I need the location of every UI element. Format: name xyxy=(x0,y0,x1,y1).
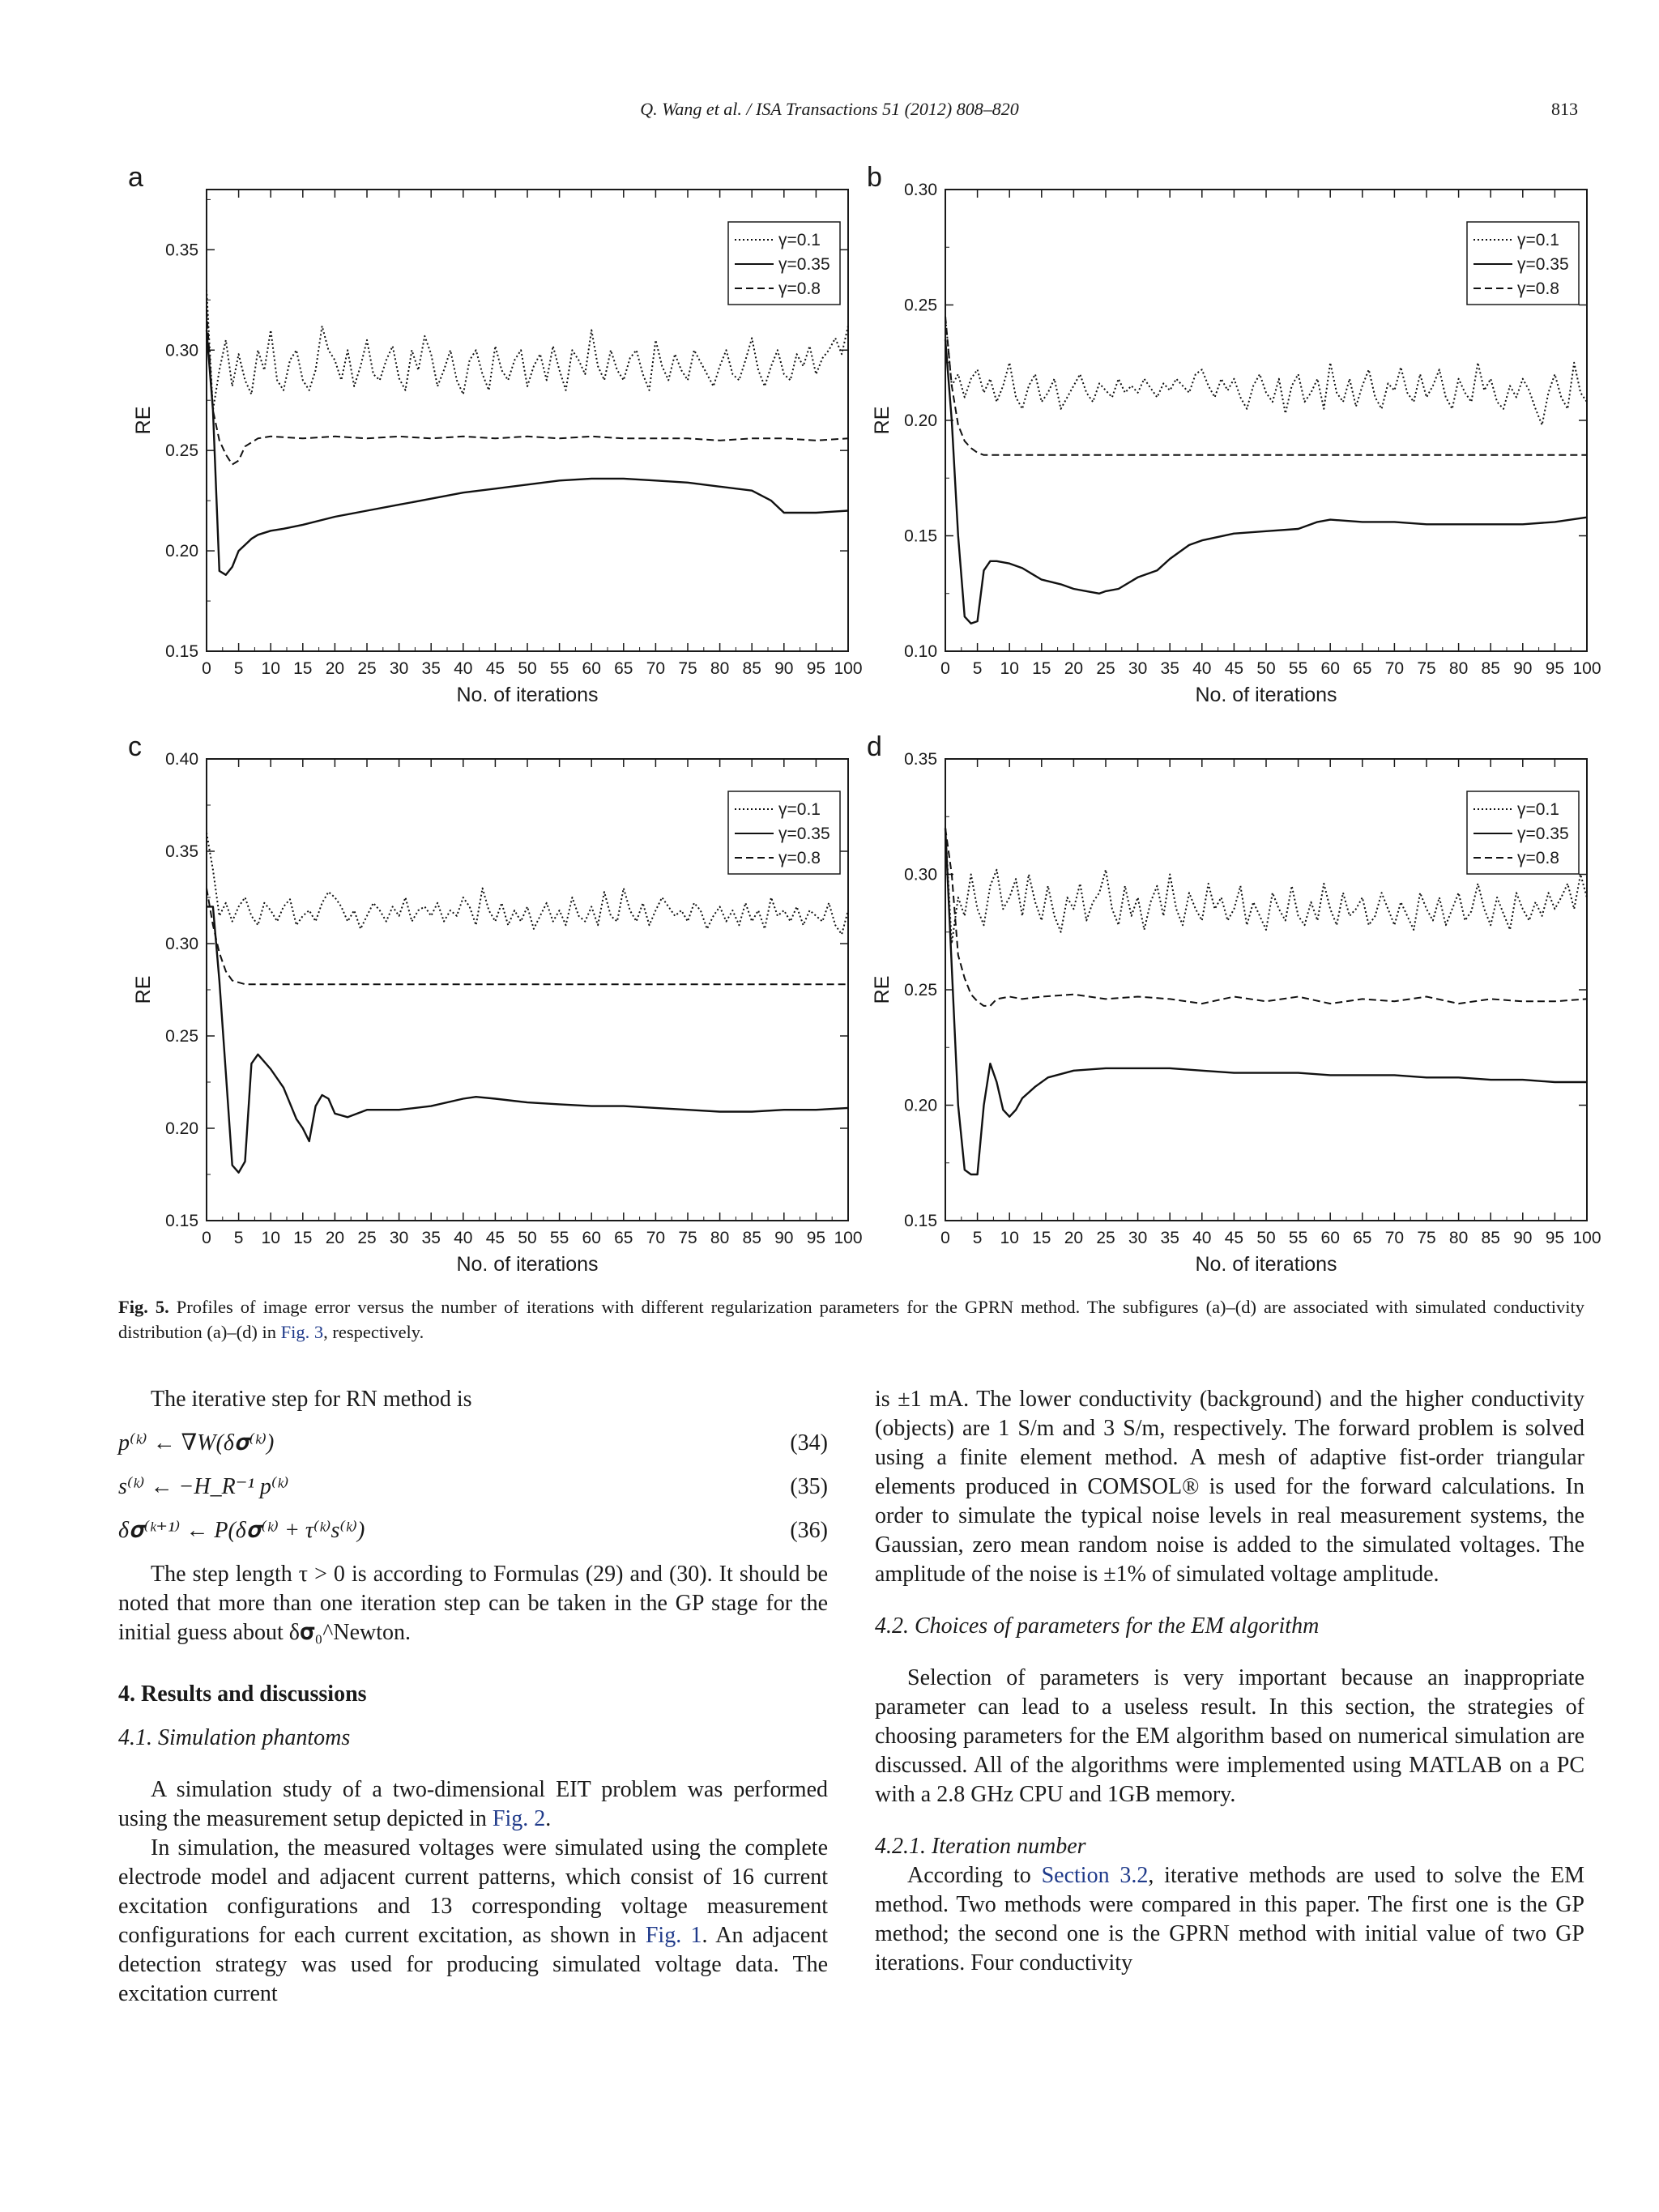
x-tick-label: 50 xyxy=(518,659,537,678)
legend-entry: γ=0.1 xyxy=(1517,231,1559,249)
x-tick-label: 70 xyxy=(646,1229,666,1247)
x-tick-label: 80 xyxy=(1448,659,1469,678)
y-tick-label: 0.30 xyxy=(904,181,937,199)
x-tick-label: 50 xyxy=(1256,659,1276,678)
series-line-solid xyxy=(207,330,848,575)
rn-intro: The iterative step for RN method is xyxy=(151,1387,472,1412)
x-tick-label: 85 xyxy=(742,1229,761,1247)
x-tick-label: 5 xyxy=(233,1229,244,1247)
iteration-paragraph xyxy=(875,1861,1584,1978)
y-tick-label: 0.20 xyxy=(904,1096,937,1115)
caption-end: , respectively. xyxy=(323,1322,424,1342)
legend xyxy=(1467,222,1579,305)
y-tick-label: 0.40 xyxy=(165,750,198,769)
y-tick-label: 0.20 xyxy=(904,411,937,430)
x-tick-label: 5 xyxy=(972,659,983,678)
x-tick-label: 30 xyxy=(389,1229,409,1247)
equation-34-body: p⁽ᵏ⁾ ← ∇W(δ𝛔⁽ᵏ⁾) xyxy=(118,1430,275,1455)
series-line-dashed xyxy=(207,310,848,465)
x-tick-label: 25 xyxy=(357,1229,377,1247)
x-tick-label: 85 xyxy=(1481,659,1500,678)
x-tick-label: 85 xyxy=(742,659,761,678)
x-tick-label: 35 xyxy=(1160,1229,1179,1247)
x-tick-label: 65 xyxy=(1353,1229,1372,1247)
x-tick-label: 65 xyxy=(614,1229,633,1247)
y-axis-label: RE xyxy=(132,406,155,435)
x-tick-label: 15 xyxy=(293,1229,313,1247)
x-tick-label: 75 xyxy=(678,659,697,678)
x-tick-label: 20 xyxy=(1064,1229,1084,1247)
simulation-paragraph-2-end: . An adjacent detection strategy was used for producing simulated voltage data. The excitation current xyxy=(118,1923,828,2006)
panel-label: b xyxy=(867,162,882,193)
legend-entry: γ=0.1 xyxy=(778,800,821,819)
series-line-dotted xyxy=(207,290,848,411)
x-tick-label: 40 xyxy=(1192,659,1212,678)
running-head-citation: Q. Wang et al. / ISA Transactions 51 (2012) 808–820 xyxy=(640,99,1019,119)
x-tick-label: 25 xyxy=(1096,1229,1115,1247)
x-tick-label: 45 xyxy=(485,1229,505,1247)
x-tick-label: 25 xyxy=(357,659,377,678)
x-axis-label: No. of iterations xyxy=(1195,1253,1337,1276)
x-tick-label: 40 xyxy=(454,659,473,678)
x-tick-label: 15 xyxy=(1032,1229,1051,1247)
x-tick-label: 75 xyxy=(1417,1229,1436,1247)
x-tick-label: 90 xyxy=(774,1229,794,1247)
x-tick-label: 45 xyxy=(485,659,505,678)
x-tick-label: 0 xyxy=(202,659,211,678)
section-4-2-1-heading: 4.2.1. Iteration number xyxy=(875,1834,1086,1859)
y-axis-label: RE xyxy=(871,406,893,435)
panel-label: a xyxy=(128,162,143,193)
page-number: 813 xyxy=(1551,99,1578,119)
x-tick-label: 60 xyxy=(582,1229,601,1247)
panel-label: c xyxy=(128,731,142,762)
caption-fig3-link[interactable]: Fig. 3 xyxy=(280,1322,324,1342)
x-tick-label: 80 xyxy=(1448,1229,1469,1247)
step-length-paragraph: The step length τ > 0 is according to Formulas (29) and (30). It should be noted that more than one iteration step can be taken in the GP stage for the initial guess about δ𝛔₀^Newton. xyxy=(118,1562,828,1645)
figure-caption xyxy=(118,1294,1584,1345)
legend-entry: γ=0.1 xyxy=(1517,800,1559,819)
x-tick-label: 0 xyxy=(940,1229,950,1247)
plot-a xyxy=(123,162,863,731)
x-tick-label: 55 xyxy=(1288,1229,1308,1247)
legend-entry: γ=0.35 xyxy=(778,825,830,843)
series-line-solid xyxy=(945,829,1587,1175)
x-tick-label: 75 xyxy=(1417,659,1436,678)
x-tick-label: 35 xyxy=(421,1229,441,1247)
x-tick-label: 5 xyxy=(233,659,244,678)
equation-34-number: (34) xyxy=(790,1430,828,1455)
x-tick-label: 60 xyxy=(1320,1229,1340,1247)
legend-entry: γ=0.1 xyxy=(778,231,821,249)
y-tick-label: 0.10 xyxy=(904,642,937,661)
right-column xyxy=(875,1385,1584,1978)
section-3-2-link[interactable]: Section 3.2 xyxy=(1041,1863,1149,1888)
iteration-paragraph-end: , iterative methods are used to solve the EM method. Two methods were compared in this paper. The first one is the GP method; the second one is the GPRN method with initial value of two GP iterations. Four conductivity xyxy=(875,1863,1584,1975)
plot-c xyxy=(123,731,863,1300)
series-line-solid xyxy=(945,339,1587,624)
equation-35-number: (35) xyxy=(790,1474,828,1499)
x-tick-label: 10 xyxy=(1000,1229,1019,1247)
equation-35 xyxy=(118,1473,828,1502)
series-line-solid xyxy=(207,906,848,1172)
section-4-heading: 4. Results and discussions xyxy=(118,1681,367,1707)
y-tick-label: 0.30 xyxy=(165,341,198,360)
parameter-paragraph: Selection of parameters is very important because an inappropriate parameter can lead to a useless result. In this section, the strategies of choosing parameters for the EM algorithm based on numerical simulation are discussed. All of the algorithms were implemented using MATLAB on a PC with a 2.8 GHz CPU and 1GB memory. xyxy=(875,1665,1584,1807)
fig2-link[interactable]: Fig. 2 xyxy=(492,1806,546,1831)
x-tick-label: 85 xyxy=(1481,1229,1500,1247)
y-tick-label: 0.15 xyxy=(165,642,198,661)
x-tick-label: 95 xyxy=(1545,659,1565,678)
x-tick-label: 10 xyxy=(261,1229,280,1247)
y-tick-label: 0.15 xyxy=(904,1212,937,1230)
y-tick-label: 0.35 xyxy=(165,241,198,260)
x-tick-label: 10 xyxy=(261,659,280,678)
legend xyxy=(728,222,840,305)
caption-text: Profiles of image error versus the number of iterations with different regularization parameters for the GPRN method. The subfigures (a)–(d) are associated with simulated conductivity distribution (a)–(d) in xyxy=(118,1297,1585,1342)
series-line-dashed xyxy=(207,889,848,985)
y-tick-label: 0.20 xyxy=(165,542,198,561)
x-tick-label: 20 xyxy=(1064,659,1084,678)
x-tick-label: 60 xyxy=(1320,659,1340,678)
x-tick-label: 65 xyxy=(1353,659,1372,678)
running-head xyxy=(0,99,1659,128)
simulation-paragraph-1 xyxy=(118,1775,828,1834)
plot-b xyxy=(862,164,1615,731)
equation-34 xyxy=(118,1429,828,1458)
x-tick-label: 50 xyxy=(518,1229,537,1247)
simulation-paragraph-1-text: A simulation study of a two-dimensional EIT problem was performed using the measurement setup depicted in xyxy=(118,1777,828,1831)
x-axis-label: No. of iterations xyxy=(456,684,599,706)
x-tick-label: 90 xyxy=(1513,1229,1533,1247)
x-tick-label: 30 xyxy=(1128,1229,1148,1247)
y-tick-label: 0.25 xyxy=(165,441,198,461)
left-column xyxy=(118,1385,828,2009)
series-line-dotted xyxy=(945,317,1587,425)
legend-entry: γ=0.35 xyxy=(778,255,830,274)
y-tick-label: 0.15 xyxy=(904,526,937,546)
x-tick-label: 55 xyxy=(1288,659,1308,678)
panel-label: d xyxy=(867,731,882,762)
x-tick-label: 50 xyxy=(1256,1229,1276,1247)
x-tick-label: 65 xyxy=(614,659,633,678)
legend-entry: γ=0.35 xyxy=(1517,825,1569,843)
x-tick-label: 20 xyxy=(325,659,345,678)
y-tick-label: 0.35 xyxy=(165,842,198,861)
x-tick-label: 70 xyxy=(1384,659,1405,678)
x-tick-label: 10 xyxy=(1000,659,1019,678)
y-tick-label: 0.25 xyxy=(904,981,937,999)
x-tick-label: 45 xyxy=(1224,1229,1244,1247)
legend-entry: γ=0.8 xyxy=(778,279,821,298)
x-tick-label: 60 xyxy=(582,659,601,678)
x-tick-label: 30 xyxy=(1128,659,1148,678)
x-axis-label: No. of iterations xyxy=(456,1253,599,1276)
x-tick-label: 40 xyxy=(454,1229,473,1247)
y-tick-label: 0.35 xyxy=(904,750,937,769)
equation-36-body: δ𝛔⁽ᵏ⁺¹⁾ ← P(δ𝛔⁽ᵏ⁾ + τ⁽ᵏ⁾s⁽ᵏ⁾) xyxy=(118,1518,365,1543)
caption-label: Fig. 5. xyxy=(118,1297,169,1317)
equation-36 xyxy=(118,1516,828,1545)
x-tick-label: 75 xyxy=(678,1229,697,1247)
x-tick-label: 95 xyxy=(1545,1229,1565,1247)
x-axis-label: No. of iterations xyxy=(1195,684,1337,706)
legend xyxy=(1467,791,1579,874)
section-4-1-heading: 4.1. Simulation phantoms xyxy=(118,1725,351,1750)
x-tick-label: 35 xyxy=(421,659,441,678)
x-tick-label: 80 xyxy=(710,659,730,678)
x-tick-label: 20 xyxy=(325,1229,345,1247)
x-tick-label: 45 xyxy=(1224,659,1244,678)
x-tick-label: 0 xyxy=(202,1229,211,1247)
simulation-paragraph-2 xyxy=(118,1834,828,2009)
x-tick-label: 35 xyxy=(1160,659,1179,678)
x-tick-label: 100 xyxy=(1572,1229,1601,1247)
x-tick-label: 100 xyxy=(834,1229,863,1247)
x-tick-label: 70 xyxy=(646,659,666,678)
noise-paragraph: is ±1 mA. The lower conductivity (background) and the higher conductivity (objects) are 1 S/m and 3 S/m, respectively. The forward problem is solved using a finite element method. A mesh of adaptive fist-order triangular elements produced in COMSOL® is used for the forward calculations. In order to simulate the typical noise levels in real measurement systems, the Gaussian, zero mean random noise is added to the simulated voltages. The amplitude of the noise is ±1% of simulated voltage amplitude. xyxy=(875,1387,1584,1587)
x-tick-label: 15 xyxy=(1032,659,1051,678)
equation-36-number: (36) xyxy=(790,1518,828,1543)
fig1-link[interactable]: Fig. 1 xyxy=(645,1923,702,1948)
y-tick-label: 0.15 xyxy=(165,1212,198,1230)
x-tick-label: 0 xyxy=(940,659,950,678)
x-tick-label: 55 xyxy=(549,659,569,678)
legend-entry: γ=0.8 xyxy=(1517,849,1559,867)
equation-35-body: s⁽ᵏ⁾ ← −H_R⁻¹ p⁽ᵏ⁾ xyxy=(118,1474,289,1499)
x-tick-label: 100 xyxy=(1572,659,1601,678)
series-line-dashed xyxy=(945,317,1587,455)
simulation-paragraph-2-text: In simulation, the measured voltages were simulated using the complete electrode model and adjacent current patterns, which consist of 16 current excitation configurations and 13 corresponding voltage measurement configurations for each current excitation, as shown in xyxy=(118,1835,828,1948)
iteration-paragraph-text: According to xyxy=(907,1863,1042,1888)
legend-entry: γ=0.8 xyxy=(778,849,821,867)
legend xyxy=(728,791,840,874)
y-tick-label: 0.25 xyxy=(904,296,937,315)
x-tick-label: 5 xyxy=(972,1229,983,1247)
y-axis-label: RE xyxy=(871,975,893,1004)
x-tick-label: 30 xyxy=(389,659,409,678)
legend-entry: γ=0.35 xyxy=(1517,255,1569,274)
x-tick-label: 90 xyxy=(1513,659,1533,678)
x-tick-label: 70 xyxy=(1384,1229,1405,1247)
section-4-2-heading: 4.2. Choices of parameters for the EM algorithm xyxy=(875,1613,1320,1639)
x-tick-label: 55 xyxy=(549,1229,569,1247)
plot-d xyxy=(862,733,1615,1300)
x-tick-label: 15 xyxy=(293,659,313,678)
y-axis-label: RE xyxy=(132,975,155,1004)
x-tick-label: 25 xyxy=(1096,659,1115,678)
y-tick-label: 0.30 xyxy=(904,865,937,884)
x-tick-label: 100 xyxy=(834,659,863,678)
y-tick-label: 0.30 xyxy=(165,935,198,953)
simulation-paragraph-1-end: . xyxy=(545,1806,552,1831)
y-tick-label: 0.20 xyxy=(165,1119,198,1138)
x-tick-label: 95 xyxy=(806,659,826,678)
x-tick-label: 40 xyxy=(1192,1229,1212,1247)
y-tick-label: 0.25 xyxy=(165,1027,198,1046)
x-tick-label: 90 xyxy=(774,659,794,678)
x-tick-label: 80 xyxy=(710,1229,730,1247)
legend-entry: γ=0.8 xyxy=(1517,279,1559,298)
x-tick-label: 95 xyxy=(806,1229,826,1247)
